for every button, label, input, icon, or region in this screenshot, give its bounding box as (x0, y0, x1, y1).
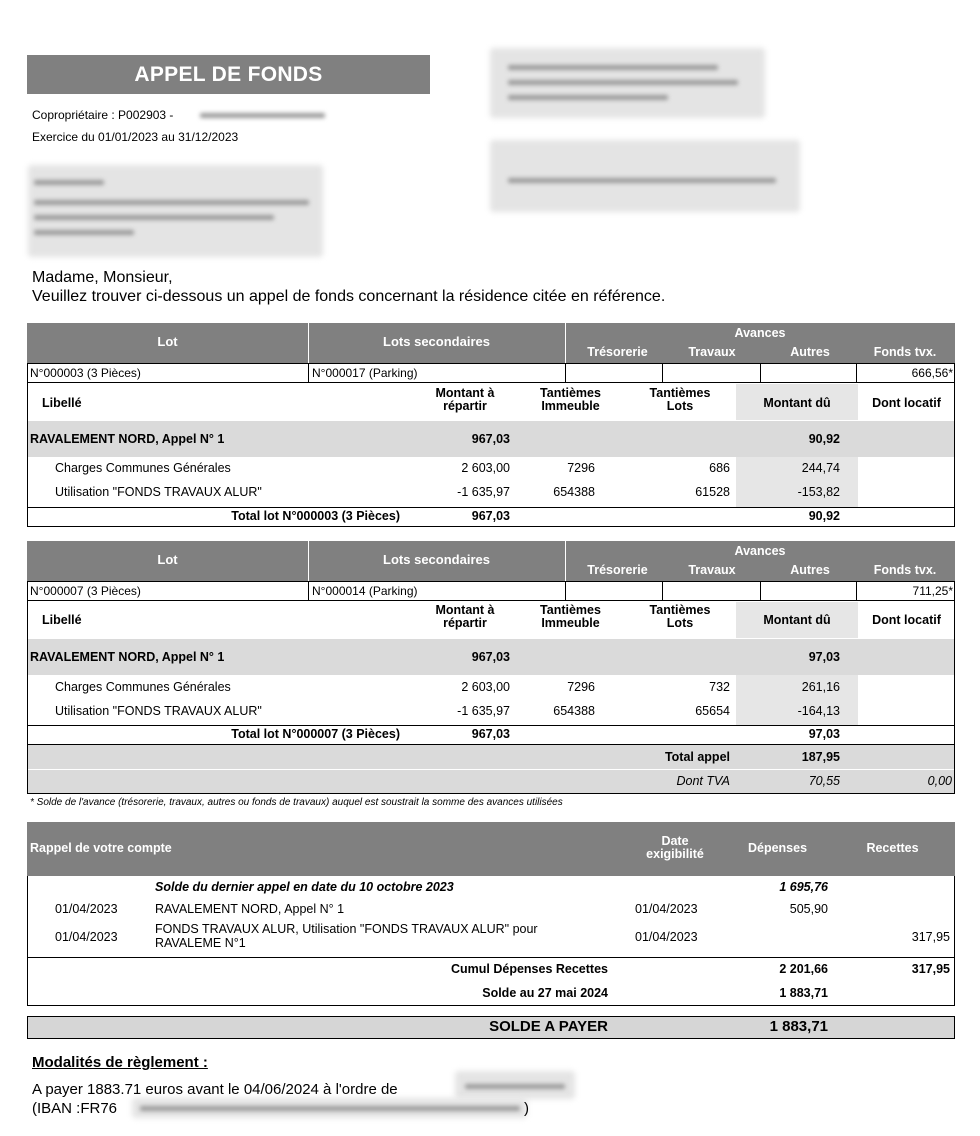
header-autres: Autres (790, 563, 830, 577)
cumul-label: Cumul Dépenses Recettes (450, 962, 608, 976)
row-montant: 2 603,00 (461, 680, 510, 694)
solde-label: Solde au 27 mai 2024 (482, 986, 608, 1000)
dont-tva-locatif: 0,00 (927, 774, 952, 788)
cumul-recettes: 317,95 (911, 962, 950, 976)
row-montant: -1 635,97 (457, 485, 510, 499)
header-libelle: Libellé (42, 613, 82, 627)
lot-number: N°000007 (3 Pièces) (30, 584, 141, 598)
header-avances: Avances (734, 326, 786, 340)
total-appel-label: Total appel (664, 750, 730, 764)
header-lot: Lot (157, 334, 178, 349)
section-montant: 967,03 (471, 650, 510, 664)
fonds-tvx-value: 666,56* (911, 366, 953, 380)
redacted-owner-address (28, 165, 323, 257)
header-fonds-tvx: Fonds tvx. (873, 345, 937, 359)
total-lot-du: 90,92 (808, 509, 840, 523)
exercise-period: Exercice du 01/01/2023 au 31/12/2023 (32, 130, 239, 144)
owner-label: Copropriétaire : P002903 - (32, 108, 174, 122)
row-tantiemes-lots: 732 (709, 680, 730, 694)
row-label: Charges Communes Générales (55, 680, 231, 694)
header-autres: Autres (790, 345, 830, 359)
header-tresorerie: Trésorerie (587, 345, 648, 359)
header-avances: Avances (734, 544, 786, 558)
account-row-recettes: 317,95 (911, 930, 950, 944)
header-depenses: Dépenses (747, 841, 808, 855)
row-label: Utilisation "FONDS TRAVAUX ALUR" (55, 704, 262, 718)
row-label: Charges Communes Générales (55, 461, 231, 475)
secondary-lot: N°000017 (Parking) (312, 366, 418, 380)
secondary-lot: N°000014 (Parking) (312, 584, 418, 598)
row-tantiemes-immeuble: 7296 (567, 680, 595, 694)
header-fonds-tvx: Fonds tvx. (873, 563, 937, 577)
header-montant-du: Montant dû (763, 613, 831, 627)
header-tantiemes-lots: Tantièmes Lots (649, 386, 711, 413)
footnote: * Solde de l'avance (trésorerie, travaux, autres ou fonds de travaux) auquel est soustrait la somme des avances utilisées (30, 797, 563, 808)
lot-number: N°000003 (3 Pièces) (30, 366, 141, 380)
account-row-exigibilite: 01/04/2023 (635, 930, 698, 944)
header-lots-secondaires: Lots secondaires (383, 334, 490, 349)
fonds-tvx-value: 711,25* (912, 584, 953, 598)
header-date-exigibilite: Date exigibilité (646, 834, 704, 861)
account-row-label: RAVALEMENT NORD, Appel N° 1 (155, 902, 345, 916)
row-montant-du: 244,74 (801, 461, 840, 475)
modalites-iban-prefix: (IBAN :FR76 (32, 1100, 118, 1117)
section-label: RAVALEMENT NORD, Appel N° 1 (30, 650, 225, 664)
header-tantiemes-immeuble: Tantièmes Immeuble (540, 386, 601, 413)
row-tantiemes-immeuble: 654388 (553, 485, 595, 499)
header-montant-repartir: Montant à répartir (435, 603, 495, 630)
dont-tva-value: 70,55 (808, 774, 840, 788)
account-row-date: 01/04/2023 (55, 902, 118, 916)
previous-balance-label: Solde du dernier appel en date du 10 octobre 2023 (155, 880, 454, 894)
account-header: Rappel de votre compte (30, 841, 172, 855)
account-row-depenses: 505,90 (789, 902, 828, 916)
solde-a-payer-label: SOLDE A PAYER (489, 1018, 608, 1035)
section-montant: 967,03 (471, 432, 510, 446)
solde-value: 1 883,71 (779, 986, 828, 1000)
dont-tva-label: Dont TVA (676, 774, 730, 788)
redacted-reference-block (490, 140, 800, 212)
header-dont-locatif: Dont locatif (872, 613, 941, 627)
row-tantiemes-immeuble: 654388 (553, 704, 595, 718)
previous-balance-depenses: 1 695,76 (779, 880, 828, 894)
row-tantiemes-lots: 686 (709, 461, 730, 475)
cumul-depenses: 2 201,66 (779, 962, 828, 976)
total-lot-montant: 967,03 (471, 509, 510, 523)
account-row-date: 01/04/2023 (55, 930, 118, 944)
row-label: Utilisation "FONDS TRAVAUX ALUR" (55, 485, 262, 499)
account-row-exigibilite: 01/04/2023 (635, 902, 698, 916)
section-montant-du: 97,03 (808, 650, 840, 664)
row-montant: -1 635,97 (457, 704, 510, 718)
header-tantiemes-immeuble: Tantièmes Immeuble (540, 603, 601, 630)
header-travaux: Travaux (688, 563, 736, 577)
total-lot-du: 97,03 (808, 727, 840, 741)
header-montant-du: Montant dû (763, 396, 831, 410)
row-montant: 2 603,00 (461, 461, 510, 475)
header-lots-secondaires: Lots secondaires (383, 552, 490, 567)
greeting: Madame, Monsieur, (32, 269, 173, 286)
intro-text: Veuillez trouver ci-dessous un appel de fonds concernant la résidence citée en référence. (32, 288, 666, 305)
modalites-title: Modalités de règlement : (32, 1054, 208, 1071)
header-lot: Lot (157, 552, 178, 567)
total-lot-montant: 967,03 (471, 727, 510, 741)
section-label: RAVALEMENT NORD, Appel N° 1 (30, 432, 225, 446)
row-montant-du: -153,82 (797, 485, 840, 499)
header-libelle: Libellé (42, 396, 82, 410)
header-tresorerie: Trésorerie (587, 563, 648, 577)
row-tantiemes-immeuble: 7296 (567, 461, 595, 475)
account-row-label: FONDS TRAVAUX ALUR, Utilisation "FONDS TRAVAUX ALUR" pour RAVALEME N°1 (155, 922, 538, 950)
total-lot-label: Total lot N°000003 (3 Pièces) (231, 509, 400, 523)
header-travaux: Travaux (688, 345, 736, 359)
row-tantiemes-lots: 65654 (695, 704, 730, 718)
page-title: APPEL DE FONDS (27, 55, 430, 94)
header-recettes: Recettes (866, 841, 919, 855)
header-montant-repartir: Montant à répartir (435, 386, 495, 413)
solde-a-payer-value: 1 883,71 (769, 1018, 828, 1035)
row-tantiemes-lots: 61528 (695, 485, 730, 499)
header-dont-locatif: Dont locatif (872, 396, 941, 410)
modalites-line1: A payer 1883.71 euros avant le 04/06/2024 à l'ordre de (32, 1081, 398, 1098)
section-montant-du: 90,92 (808, 432, 840, 446)
modalites-iban-suffix: ) (524, 1100, 529, 1117)
header-tantiemes-lots: Tantièmes Lots (649, 603, 711, 630)
row-montant-du: -164,13 (797, 704, 840, 718)
total-appel-value: 187,95 (801, 750, 840, 764)
row-montant-du: 261,16 (801, 680, 840, 694)
total-lot-label: Total lot N°000007 (3 Pièces) (231, 727, 400, 741)
